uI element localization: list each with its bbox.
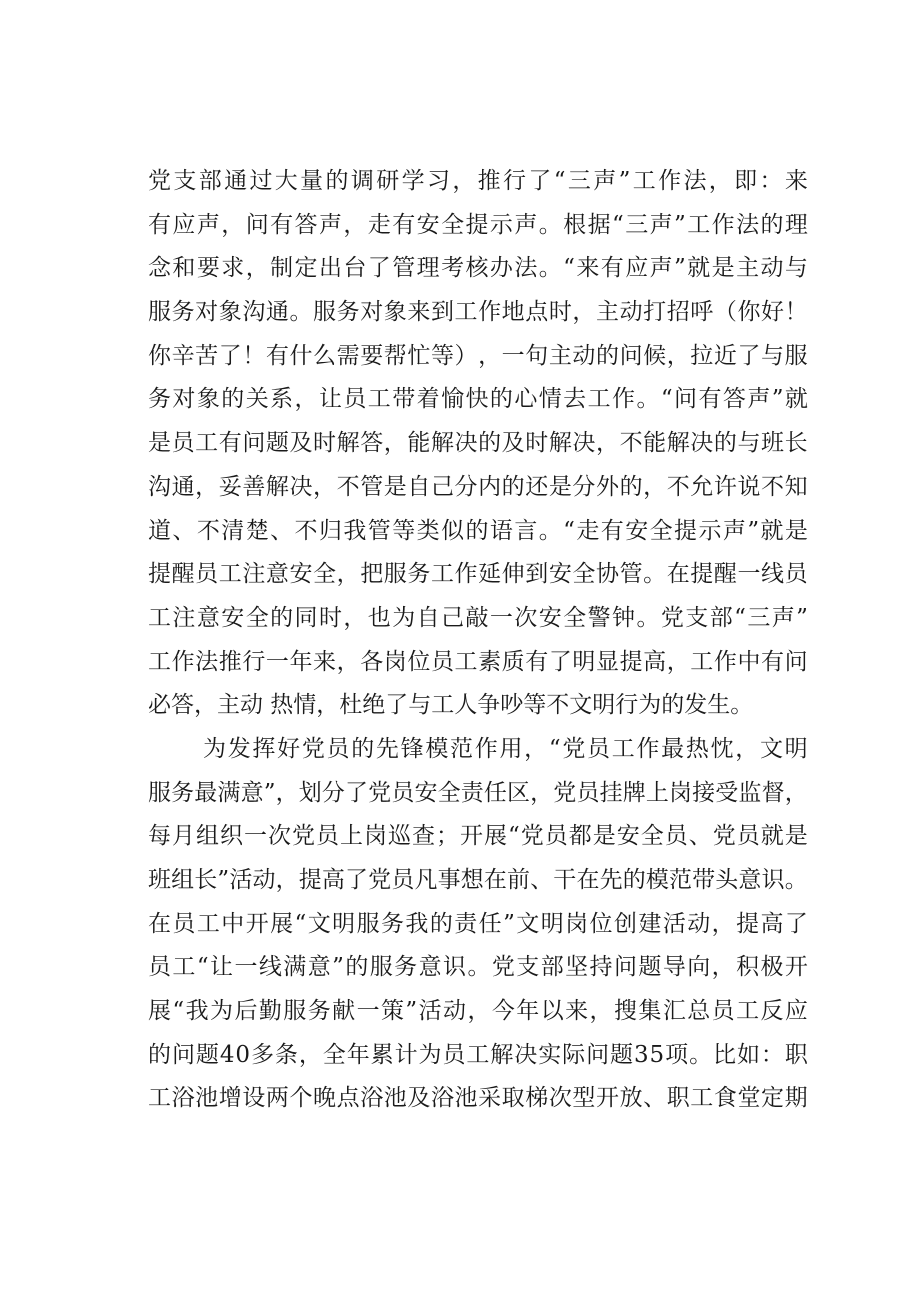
text-line: 工 作 法 推 行 一 年 来 ， 各 岗 位 员 工 素 质 有 了 明 显 提 高 ， 工 作 中 有 问 <box>148 648 808 675</box>
text-line: 有 应 声 ， 问 有 答 声 ， 走 有 安 全 提 示 声 。 根 据 “ 三 声 ” 工 作 法 的 理 <box>148 211 808 238</box>
text-line: 的 问 题 4 0 多 条 ， 全 年 累 计 为 员 工 解 决 实 际 问 题 3 5 项 。 比 如 ： 职 <box>148 1041 808 1068</box>
text-line: 为 发 挥 好 党 员 的 先 锋 模 范 作 用 ， “ 党 员 工 作 最 热 忱 ， 文 明 <box>203 735 808 762</box>
text-line: 提 醒 员 工 注 意 安 全 ， 把 服 务 工 作 延 伸 到 安 全 协 管 。 在 提 醒 一 线 员 <box>148 561 808 588</box>
text-line: 工 浴 池 增 设 两 个 晚 点 浴 池 及 浴 池 采 取 梯 次 型 开 放 、 职 工 食 堂 定 期 <box>148 1085 808 1112</box>
text-line: 服 务 对 象 沟 通 。 服 务 对 象 来 到 工 作 地 点 时 ， 主 动 打 招 呼 （ 你 好 ！ <box>148 299 808 326</box>
text-line: 员 工 “ 让 一 线 满 意 ” 的 服 务 意 识 。 党 支 部 坚 持 问 题 导 向 ， 积 极 开 <box>148 954 808 981</box>
text-line: 必答，主动 热情，杜绝了与工人争吵等不文明行为的发生。 <box>148 692 754 719</box>
text-line: 念 和 要 求 ， 制 定 出 台 了 管 理 考 核 办 法 。 “ 来 有 应 声 ” 就 是 主 动 与 <box>148 255 808 282</box>
text-line: 是 员 工 有 问 题 及 时 解 答 ， 能 解 决 的 及 时 解 决 ， 不 能 解 决 的 与 班 长 <box>148 430 808 457</box>
text-line: 服 务 最 满 意 ” ， 划 分 了 党 员 安 全 责 任 区 ， 党 员 挂 牌 上 岗 接 受 监 督 ， <box>148 779 808 806</box>
text-line: 党 支 部 通 过 大 量 的 调 研 学 习 ， 推 行 了 “ 三 声 ” 工 作 法 ， 即 ： 来 <box>148 168 808 194</box>
paragraph <box>148 728 808 1121</box>
text-line: 道 、 不 清 楚 、 不 归 我 管 等 类 似 的 语 言 。 “ 走 有 安 全 提 示 声 ” 就 是 <box>148 517 808 544</box>
text-line: 展 “ 我 为 后 勤 服 务 献 一 策 ” 活 动 ， 今 年 以 来 ， 搜 集 汇 总 员 工 反 应 <box>148 998 808 1025</box>
text-line: 班 组 长 ” 活 动 ， 提 高 了 党 员 凡 事 想 在 前 、 干 在 先 的 模 范 带 头 意 识 。 <box>148 867 808 893</box>
body-text <box>148 160 808 1121</box>
text-line: 在 员 工 中 开 展 “ 文 明 服 务 我 的 责 任 ” 文 明 岗 位 创 建 活 动 ， 提 高 了 <box>148 910 808 937</box>
text-line: 务 对 象 的 关 系 ， 让 员 工 带 着 愉 快 的 心 情 去 工 作 。 “ 问 有 答 声 ” 就 <box>148 386 808 413</box>
text-line: 你 辛 苦 了 ！ 有 什 么 需 要 帮 忙 等 ） ， 一 句 主 动 的 问 候 ， 拉 近 了 与 服 <box>148 342 808 369</box>
paragraph <box>148 160 808 728</box>
text-line: 沟 通 ， 妥 善 解 决 ， 不 管 是 自 己 分 内 的 还 是 分 外 的 ， 不 允 许 说 不 知 <box>148 473 808 500</box>
text-line: 每 月 组 织 一 次 党 员 上 岗 巡 查 ； 开 展 “ 党 员 都 是 安 全 员 、 党 员 就 是 <box>148 823 808 850</box>
text-line: 工 注 意 安 全 的 同 时 ， 也 为 自 己 敲 一 次 安 全 警 钟 。 党 支 部 “ 三 声 ” <box>148 604 808 631</box>
